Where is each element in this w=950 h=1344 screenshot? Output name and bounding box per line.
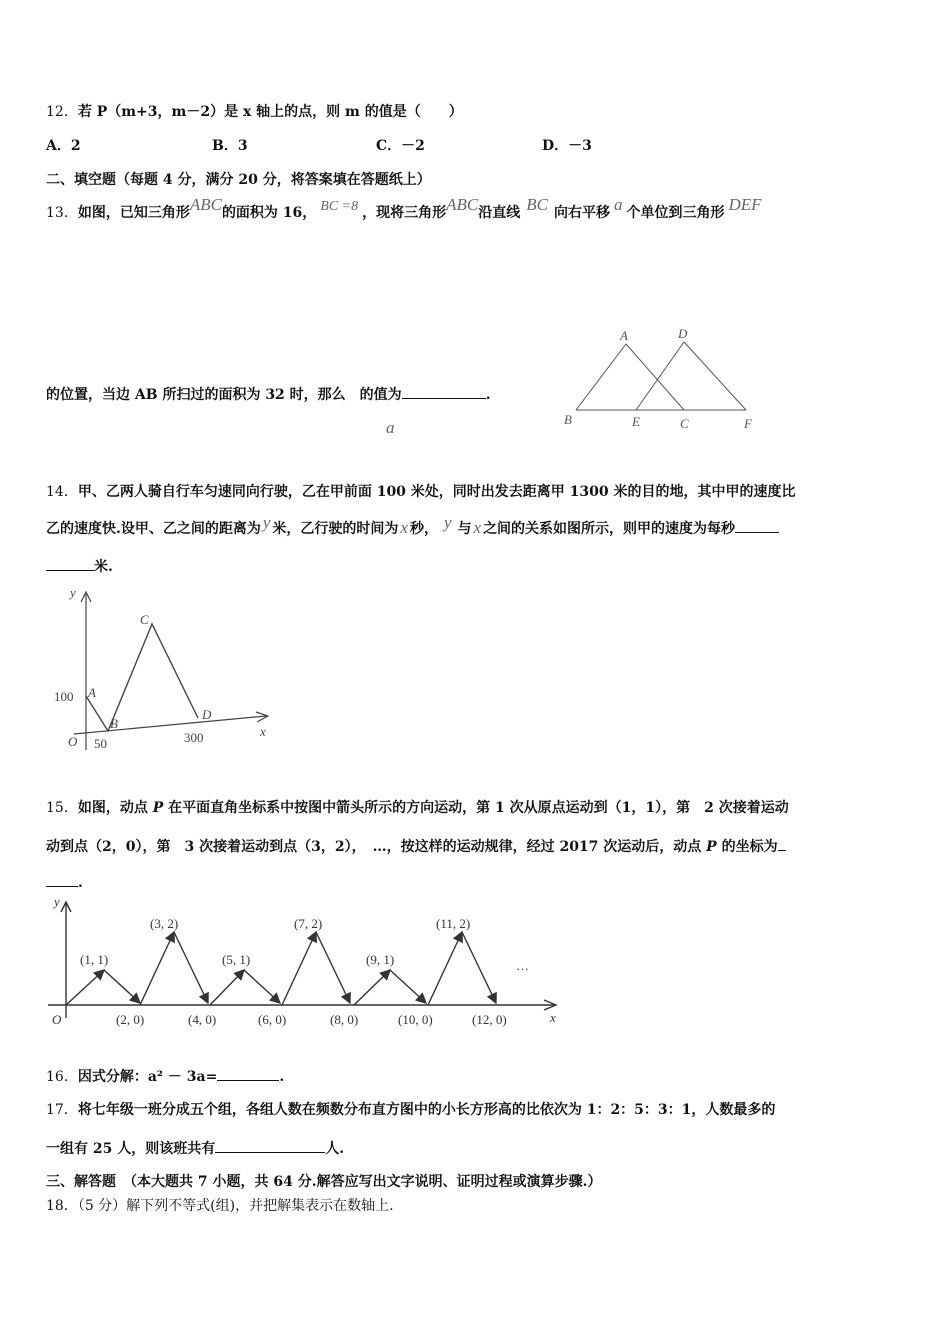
label-2-0: (2, 0) — [116, 1012, 145, 1027]
q14-text-2: 乙的速度快.设甲、乙之间的距离为 — [46, 521, 261, 537]
q18-text: （5 分）解下列不等式(组)，并把解集表示在数轴上. — [77, 1198, 394, 1214]
q15-number: 15． — [46, 800, 78, 816]
label-3-2: (3, 2) — [150, 916, 179, 931]
q13-period: . — [485, 387, 491, 403]
q16-line — [46, 1066, 284, 1087]
q13-text-5: 向右平移 — [553, 205, 610, 221]
label-b: B — [564, 412, 572, 427]
q13-answer-blank[interactable] — [402, 384, 486, 399]
y-tick-100: 100 — [54, 689, 74, 704]
x-axis-label: x — [550, 1010, 556, 1025]
label-6-0: (6, 0) — [258, 1012, 287, 1027]
q16-number: 16． — [46, 1069, 78, 1085]
label-7-2: (7, 2) — [294, 916, 323, 931]
q17-number: 17． — [46, 1102, 78, 1118]
point-b-label: B — [110, 716, 118, 731]
q17-text-2: 一组有 25 人，则该班共有 — [46, 1141, 216, 1157]
side-df — [684, 342, 746, 410]
point-d-label: D — [202, 707, 212, 722]
q18-line — [46, 1196, 394, 1216]
q14-math-y-2: y — [443, 513, 452, 532]
label-d: D — [678, 326, 688, 341]
q16-period: . — [279, 1069, 285, 1085]
q14-text-3: 米，乙行驶的时间为 — [272, 521, 399, 537]
q12-number: 12． — [46, 104, 78, 120]
label-1-1: (1, 1) — [80, 952, 109, 967]
q13-text-4: 沿直线 — [478, 205, 521, 221]
q17-text-3: 人. — [325, 1141, 345, 1157]
q12-stem — [46, 102, 463, 122]
motion-path — [66, 932, 496, 1005]
q14-math-y: y — [262, 513, 271, 532]
q13-text-2: 的面积为 16， — [221, 205, 317, 221]
ellipsis: … — [516, 958, 529, 973]
q13-text-6: 个单位到三角形 — [626, 205, 725, 221]
q15-line1 — [46, 798, 789, 818]
x-tick-50: 50 — [94, 736, 107, 751]
q14-line1 — [46, 482, 796, 502]
y-axis-label: y — [70, 588, 76, 600]
q14-line2 — [46, 513, 779, 539]
q14-text-7: 米. — [94, 559, 113, 575]
q13-number: 13． — [46, 205, 78, 221]
q13-text-3: ，现将三角形 — [362, 205, 447, 221]
q13-math-bc8: BC =8 — [320, 199, 359, 214]
label-5-1: (5, 1) — [222, 952, 251, 967]
origin-label: O — [52, 1012, 62, 1027]
q12-option-b: B．3 — [212, 138, 248, 154]
q13-line2 — [46, 384, 491, 405]
q13-math-abc-2: ABC — [446, 195, 479, 214]
q13-line1 — [46, 195, 762, 224]
q14-number: 14． — [46, 484, 78, 500]
q15-text-2: 在平面直角坐标系中按图中箭头所示的方向运动，第 1 次从原点运动到（1，1），第 2 次接着运动 — [163, 800, 789, 816]
q13-text-1: 如图，已知三角形 — [77, 205, 190, 221]
point-a-label: A — [88, 685, 96, 700]
q15-text-1: 如图，动点 — [77, 800, 153, 816]
x-tick-300: 300 — [184, 730, 204, 745]
section-2-heading: 二、填空题（每题 4 分，满分 20 分，将答案填在答题纸上） — [46, 172, 431, 188]
q14-line3 — [46, 556, 113, 577]
label-a: A — [620, 328, 628, 343]
label-4-0: (4, 0) — [188, 1012, 217, 1027]
label-e: E — [632, 414, 640, 429]
label-11-2: (11, 2) — [436, 916, 471, 931]
label-12-0: (12, 0) — [472, 1012, 507, 1027]
q14-text-5: 与 — [457, 521, 472, 537]
q13-math-a: a — [613, 195, 623, 214]
label-8-0: (8, 0) — [330, 1012, 359, 1027]
q14-math-x: x — [400, 518, 408, 537]
q14-answer-blank[interactable] — [735, 518, 779, 533]
q15-answer-blank[interactable] — [778, 836, 786, 851]
q15-answer-blank-cont[interactable] — [46, 872, 78, 887]
q15-motion-graph — [44, 898, 564, 1030]
q17-answer-blank[interactable] — [215, 1138, 325, 1153]
q12-text: 若 P（m+3，m－2）是 x 轴上的点，则 m 的值是（ ） — [77, 104, 463, 120]
x-axis — [74, 716, 266, 734]
q16-text: 因式分解：a² － 3a= — [77, 1069, 218, 1085]
q14-text-6: 之间的关系如图所示，则甲的速度为每秒 — [483, 521, 736, 537]
q14-answer-blank-cont[interactable] — [46, 556, 94, 571]
label-10-0: (10, 0) — [398, 1012, 433, 1027]
graph-line — [86, 624, 198, 731]
x-axis-label: x — [260, 724, 266, 739]
point-c-label: C — [140, 612, 149, 627]
origin-label: O — [68, 734, 78, 749]
q15-var-p-2: P — [706, 839, 717, 855]
q18-number: 18． — [46, 1198, 78, 1214]
label-c: C — [680, 416, 689, 431]
q17-line2 — [46, 1138, 344, 1159]
q12-option-d: D．－3 — [542, 138, 592, 154]
q15-line2 — [46, 836, 786, 857]
q17-text-1: 将七年级一班分成五个组，各组人数在频数分布直方图中的小长方形高的比依次为 1：2：5：3：1，人数最多的 — [77, 1102, 776, 1118]
label-9-1: (9, 1) — [366, 952, 395, 967]
q14-distance-graph — [50, 588, 280, 758]
q16-answer-blank[interactable] — [217, 1066, 279, 1081]
q13-text-7: 的位置，当边 AB 所扫过的面积为 32 时，那么 的值为 — [46, 387, 402, 403]
q14-text-1: 甲、乙两人骑自行车匀速同向行驶，乙在甲前面 100 米处，同时出发去距离甲 1300 米的目的地，其中甲的速度比 — [77, 484, 796, 500]
q15-var-p: P — [152, 800, 164, 816]
q15-line3 — [46, 872, 83, 893]
side-de — [636, 342, 684, 410]
q17-line1 — [46, 1100, 775, 1120]
side-ab — [576, 344, 626, 410]
q13-math-bc: BC — [526, 195, 548, 214]
q15-text-4: 的坐标为 — [716, 839, 778, 855]
q14-text-4: 秒， — [409, 521, 438, 537]
q14-math-x-2: x — [473, 518, 482, 537]
q12-option-c: C．－2 — [376, 138, 425, 154]
label-f: F — [744, 416, 752, 431]
section-3-heading: 三、解答题 （本大题共 7 小题，共 64 分.解答应写出文字说明、证明过程或演算步骤.） — [46, 1174, 602, 1190]
y-axis-label: y — [54, 898, 60, 909]
q12-options — [46, 136, 746, 156]
q13-math-def: DEF — [728, 195, 762, 214]
q15-period: . — [78, 875, 83, 891]
q15-text-3: 动到点（2，0），第 3 次接着运动到点（3，2）， …，按这样的运动规律，经过 2017 次运动后，动点 — [46, 839, 707, 855]
q13-math-abc: ABC — [189, 195, 222, 214]
q13-a-var: a — [386, 418, 395, 437]
q12-option-a: A．2 — [46, 138, 81, 154]
q13-triangle-figure — [560, 322, 770, 434]
